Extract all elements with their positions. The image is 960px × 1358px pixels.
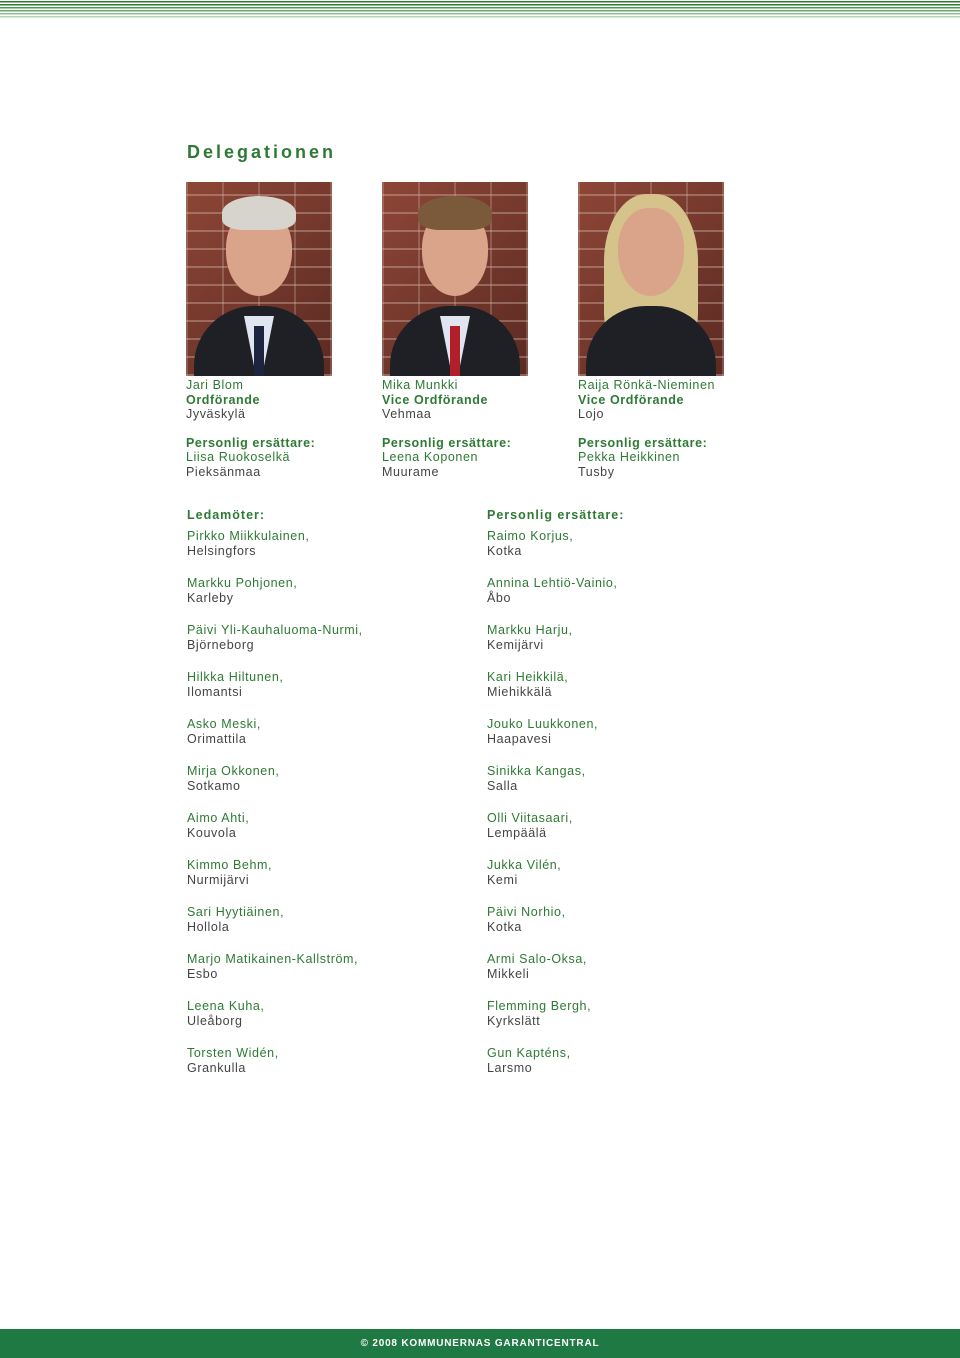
leader-name: Jari Blom <box>186 378 244 392</box>
substitute-label: Personlig ersättare: <box>186 435 316 450</box>
entry-city: Salla <box>487 778 518 793</box>
entry-city: Kotka <box>487 919 522 934</box>
portrait-photo <box>382 182 528 376</box>
substitute-city: Tusby <box>578 464 615 479</box>
list-item <box>487 529 777 559</box>
list-item <box>487 764 777 794</box>
substitute-name: Pekka Heikkinen <box>578 450 681 465</box>
header-stripes <box>0 0 960 20</box>
entry-city: Esbo <box>187 966 218 981</box>
portrait-photo <box>186 182 332 376</box>
entry-name: Markku Harju, <box>487 623 573 637</box>
leader-city: Lojo <box>578 407 605 422</box>
list-item <box>487 1046 777 1076</box>
entry-city: Orimattila <box>187 731 247 746</box>
entry-city: Kemijärvi <box>487 637 544 652</box>
leader-name: Mika Munkki <box>382 378 459 392</box>
leader-city: Jyväskylä <box>186 407 246 422</box>
list-item <box>187 811 477 841</box>
list-item <box>487 811 777 841</box>
entry-city: Haapavesi <box>487 731 552 746</box>
entry-city: Åbo <box>487 590 512 605</box>
leader-card <box>578 182 778 480</box>
entry-name: Aimo Ahti, <box>187 811 250 825</box>
list-item <box>487 999 777 1029</box>
list-item <box>487 952 777 982</box>
entry-name: Jukka Vilén, <box>487 858 562 872</box>
leader-role: Ordförande <box>186 392 261 407</box>
entry-name: Marjo Matikainen-Kallström, <box>187 952 359 966</box>
list-item <box>187 1046 477 1076</box>
entry-city: Lempäälä <box>487 825 547 840</box>
substitutes-list <box>487 508 777 1076</box>
entry-city: Kemi <box>487 872 518 887</box>
entry-name: Armi Salo-Oksa, <box>487 952 587 966</box>
entry-city: Sotkamo <box>187 778 241 793</box>
substitutes-heading: Personlig ersättare: <box>487 508 625 522</box>
list-item <box>187 764 477 794</box>
members-list <box>187 508 477 1076</box>
list-item <box>187 623 477 653</box>
list-item <box>187 905 477 935</box>
entry-city: Björneborg <box>187 637 255 652</box>
list-item <box>487 905 777 935</box>
entry-name: Mirja Okkonen, <box>187 764 280 778</box>
entry-name: Markku Pohjonen, <box>187 576 298 590</box>
entry-city: Hollola <box>187 919 230 934</box>
leader-city: Vehmaa <box>382 407 432 422</box>
entry-name: Annina Lehtiö-Vainio, <box>487 576 618 590</box>
portrait-photo <box>578 182 724 376</box>
entry-city: Larsmo <box>487 1060 533 1075</box>
list-item <box>487 858 777 888</box>
list-item <box>187 999 477 1029</box>
list-item <box>487 623 777 653</box>
list-item <box>187 952 477 982</box>
list-item <box>187 717 477 747</box>
members-heading: Ledamöter: <box>187 508 266 522</box>
entry-city: Miehikkälä <box>487 684 553 699</box>
leader-card <box>382 182 557 480</box>
footer-banner: © 2008 KOMMUNERNAS GARANTICENTRAL <box>0 1329 960 1358</box>
entry-name: Kari Heikkilä, <box>487 670 569 684</box>
entry-name: Päivi Yli-Kauhaluoma-Nurmi, <box>187 623 363 637</box>
entry-name: Gun Kapténs, <box>487 1046 571 1060</box>
entry-name: Flemming Bergh, <box>487 999 592 1013</box>
entry-city: Uleåborg <box>187 1013 243 1028</box>
entry-name: Asko Meski, <box>187 717 261 731</box>
list-item <box>187 529 477 559</box>
entry-name: Kimmo Behm, <box>187 858 273 872</box>
list-item <box>187 858 477 888</box>
leader-name: Raija Rönkä-Nieminen <box>578 378 716 392</box>
substitute-label: Personlig ersättare: <box>578 435 708 450</box>
entry-name: Jouko Luukkonen, <box>487 717 599 731</box>
entry-city: Kouvola <box>187 825 237 840</box>
entry-name: Olli Viitasaari, <box>487 811 573 825</box>
substitute-name: Liisa Ruokoselkä <box>186 450 291 465</box>
entry-city: Helsingfors <box>187 543 257 558</box>
entry-city: Grankulla <box>187 1060 246 1075</box>
entry-city: Karleby <box>187 590 234 605</box>
entry-city: Nurmijärvi <box>187 872 250 887</box>
substitute-city: Muurame <box>382 464 439 479</box>
entry-city: Kotka <box>487 543 522 558</box>
entry-name: Sinikka Kangas, <box>487 764 586 778</box>
leader-role: Vice Ordförande <box>382 392 489 407</box>
substitute-label: Personlig ersättare: <box>382 435 512 450</box>
entry-city: Ilomantsi <box>187 684 243 699</box>
list-item <box>487 576 777 606</box>
entry-name: Pirkko Miikkulainen, <box>187 529 310 543</box>
leader-card <box>186 182 361 480</box>
list-item <box>487 717 777 747</box>
leader-role: Vice Ordförande <box>578 392 685 407</box>
entry-city: Kyrkslätt <box>487 1013 541 1028</box>
entry-name: Raimo Korjus, <box>487 529 574 543</box>
entry-city: Mikkeli <box>487 966 530 981</box>
substitute-name: Leena Koponen <box>382 450 479 465</box>
entry-name: Päivi Norhio, <box>487 905 566 919</box>
substitute-city: Pieksänmaa <box>186 464 261 479</box>
entry-name: Hilkka Hiltunen, <box>187 670 284 684</box>
list-item <box>487 670 777 700</box>
list-item <box>187 576 477 606</box>
entry-name: Sari Hyytiäinen, <box>187 905 285 919</box>
entry-name: Torsten Widén, <box>187 1046 279 1060</box>
list-item <box>187 670 477 700</box>
entry-name: Leena Kuha, <box>187 999 265 1013</box>
page-title: Delegationen <box>187 142 337 162</box>
